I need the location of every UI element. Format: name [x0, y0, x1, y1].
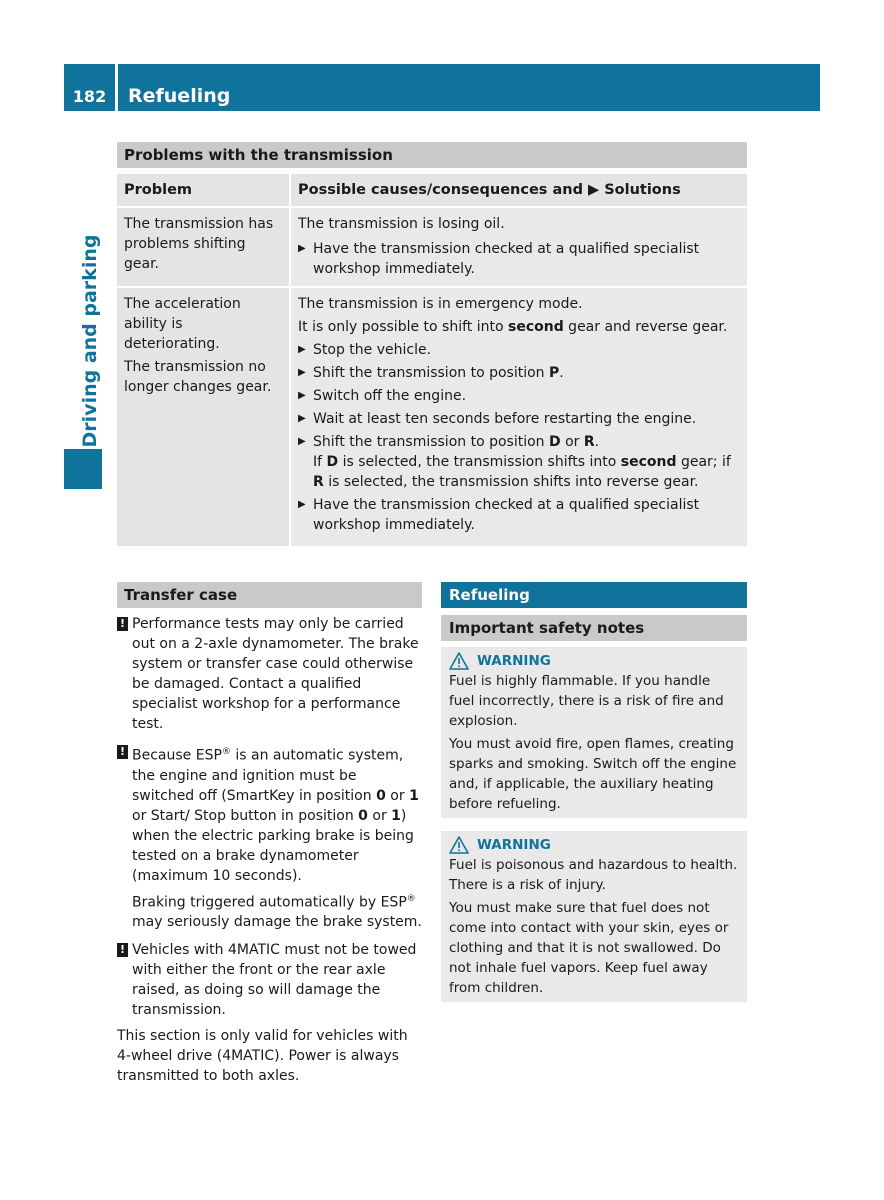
side-tab-marker	[64, 449, 102, 489]
section-title: Refueling	[441, 582, 747, 608]
warning-triangle-icon	[449, 836, 469, 854]
solution-step: ▶ Have the transmission checked at a qualified specialist workshop immediately.	[298, 495, 740, 535]
problem-text: The acceleration ability is deteriorating.	[124, 296, 241, 352]
problem-text: The transmission has problems shifting gear.	[124, 216, 274, 272]
solution-step: ▶ Switch off the engine.	[298, 386, 740, 406]
caution-note: ! Vehicles with 4MATIC must not be towed with either the front or the rear axle raised, as doing so will damage the transmission.	[117, 940, 422, 1020]
page-title: Refueling	[128, 85, 231, 107]
exclamation-icon: !	[117, 617, 128, 631]
solution-step: ▶ Stop the vehicle.	[298, 340, 740, 360]
warning-text: Fuel is highly flammable. If you handle fuel incorrectly, there is a risk of fire and explosion.	[449, 673, 724, 729]
exclamation-icon: !	[117, 943, 128, 957]
problem-text: The transmission no longer changes gear.	[124, 359, 272, 395]
cause-text: The transmission is losing oil.	[298, 216, 505, 232]
page-number: 182	[72, 87, 107, 106]
section-title: Transfer case	[117, 582, 422, 608]
column-header-causes: Possible causes/consequences and ▶ Solutions	[291, 174, 747, 206]
solution-step: ▶ Shift the transmission to position P.	[298, 363, 740, 383]
table-row	[117, 288, 747, 546]
cause-text: It is only possible to shift into second gear and reverse gear.	[298, 319, 728, 335]
warning-box	[441, 831, 747, 1002]
problem-cell	[117, 208, 289, 286]
causes-cell	[291, 208, 747, 286]
warning-text: You must make sure that fuel does not come into contact with your skin, eyes or clothing and that it is not swallowed. Do not inhale fuel vapors. Keep fuel away from children.	[449, 900, 729, 996]
note-extra: Braking triggered automatically by ESP® may seriously damage the brake system.	[132, 893, 422, 931]
refueling-section	[441, 582, 747, 1002]
warning-label: WARNING	[477, 653, 551, 669]
column-header-problem: Problem	[117, 174, 289, 206]
warning-text: You must avoid fire, open flames, creating sparks and smoking. Switch off the engine and, if applicable, the auxiliary heating before refueling.	[449, 736, 737, 812]
side-tab-label: Driving and parking	[79, 234, 101, 448]
warning-header	[449, 651, 739, 671]
table-row	[117, 208, 747, 286]
caution-note: ! Performance tests may only be carried out on a 2-axle dynamometer. The brake system or transfer case could otherwise be damaged. Contact a qualified specialist workshop for a performance test.	[117, 614, 422, 734]
side-tab	[64, 236, 116, 446]
warning-box	[441, 647, 747, 818]
causes-cell	[291, 288, 747, 546]
problem-cell	[117, 288, 289, 546]
warning-triangle-icon	[449, 652, 469, 670]
table-title: Problems with the transmission	[117, 142, 747, 168]
warning-text: Fuel is poisonous and hazardous to health. There is a risk of injury.	[449, 857, 738, 893]
subsection-title: Important safety notes	[441, 615, 747, 641]
transmission-table	[117, 142, 747, 546]
solution-step: ▶ Wait at least ten seconds before restarting the engine.	[298, 409, 740, 429]
body-text: This section is only valid for vehicles with 4-wheel drive (4MATIC). Power is always transmitted to both axles.	[117, 1028, 408, 1085]
solution-step: ▶ Shift the transmission to position D or R. If D is selected, the transmission shifts into second gear; if R is selected, the transmission shifts into reverse gear.	[298, 432, 740, 492]
caution-note: ! Because ESP® is an automatic system, the engine and ignition must be switched off (SmartKey in position 0 or 1 or Start/ Stop button in position 0 or 1) when the electric parking brake is being tested on a brake dynamometer (maximum 10 seconds). Braking triggered automatically by ESP® may seriously damage the brake system.	[117, 742, 422, 932]
warning-label: WARNING	[477, 837, 551, 853]
table-header	[117, 174, 747, 206]
transfer-case-section	[117, 582, 422, 1086]
exclamation-icon: !	[117, 745, 128, 759]
warning-header	[449, 835, 739, 855]
solution-step: ▶ Have the transmission checked at a qualified specialist workshop immediately.	[298, 239, 740, 279]
header-separator	[115, 64, 118, 111]
cause-text: The transmission is in emergency mode.	[298, 296, 583, 312]
